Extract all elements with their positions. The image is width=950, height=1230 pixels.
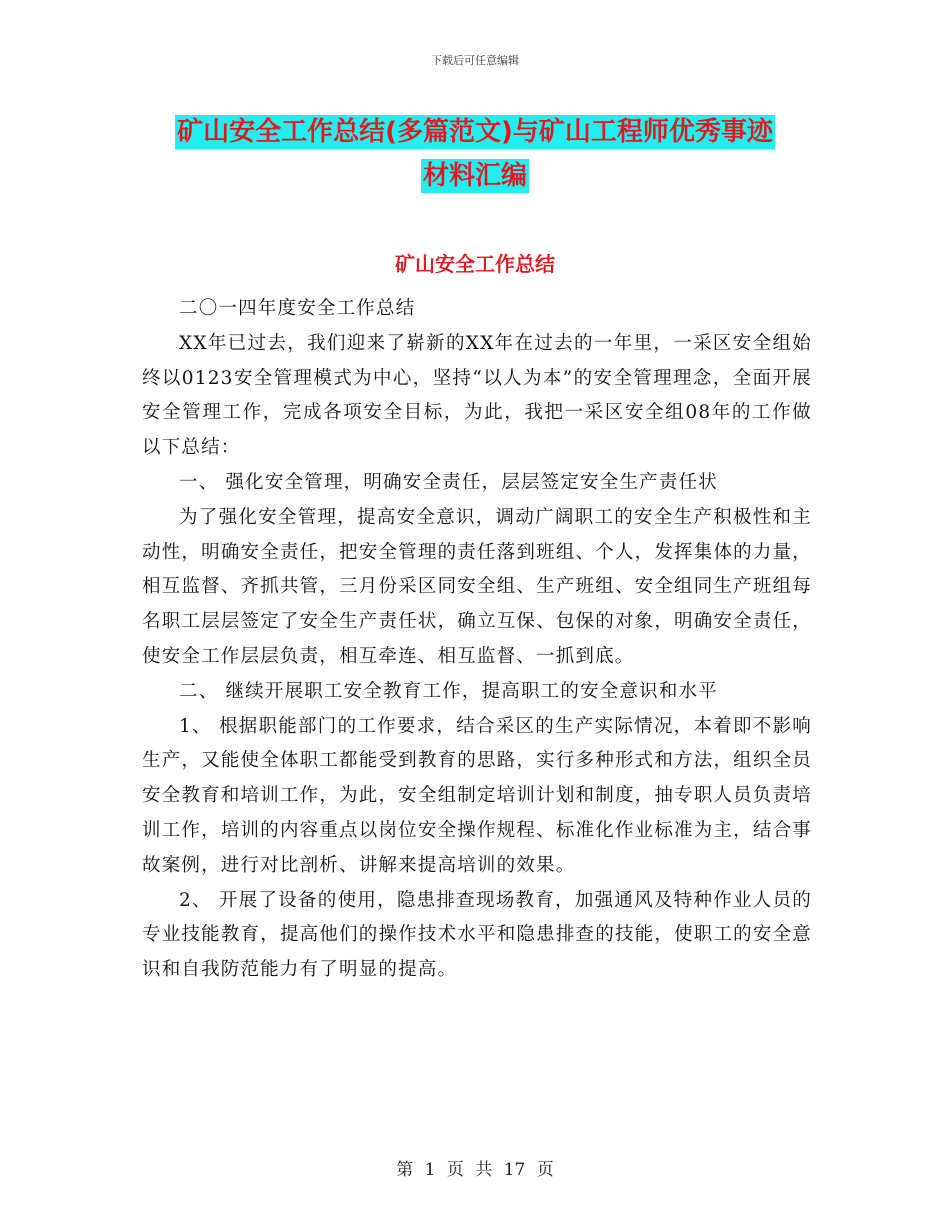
document-body bbox=[142, 292, 812, 988]
paragraph: 二〇一四年度安全工作总结 bbox=[179, 298, 416, 319]
paragraph: XX年已过去，我们迎来了崭新的XX年在过去的一年里，一采区安全组始终以0123安全管理模式为中心，坚持“以人为本”的安全管理理念，全面开展安全管理工作，完成各项安全目标，为此，我把一采区安全组08年的工作做以下总结： bbox=[142, 332, 812, 459]
paragraph: 二、 继续开展职工安全教育工作，提高职工的安全意识和水平 bbox=[179, 680, 718, 702]
header-note: 下载后可任意编辑 bbox=[431, 54, 519, 67]
paragraph: 为了强化安全管理，提高安全意识，调动广阔职工的安全生产积极性和主动性，明确安全责任，把安全管理的责任落到班组、个人，发挥集体的力量，相互监督、齐抓共管，三月份采区同安全组、生产班组、安全组同生产班组每名职工层层签定了安全生产责任状，确立互保、包保的对象，明确安全责任，使安全工作层层负责，相互牵连、相互监督、一抓到底。 bbox=[142, 506, 812, 667]
paragraph: 1、 根据职能部门的工作要求，结合采区的生产实际情况，本着即不影响生产，又能使全体职工都能受到教育的思路，实行多种形式和方法，组织全员安全教育和培训工作，为此，安全组制定培训计划和制度，抽专职人员负责培训工作，培训的内容重点以岗位安全操作规程、标准化作业标准为主，结合事故案例，进行对比剖析、讲解来提高培训的效果。 bbox=[142, 715, 812, 876]
section-title: 矿山安全工作总结 bbox=[395, 252, 555, 276]
document-title-line-1: 矿山安全工作总结(多篇范文)与矿山工程师优秀事迹 bbox=[177, 117, 773, 147]
document-title-line-2: 材料汇编 bbox=[422, 161, 527, 191]
paragraph: 一、 强化安全管理，明确安全责任，层层签定安全生产责任状 bbox=[179, 471, 718, 493]
page-footer: 第 1 页 共 17 页 bbox=[396, 1160, 554, 1180]
paragraph: 2、 开展了设备的使用，隐患排查现场教育，加强通风及特种作业人员的专业技能教育，提高他们的操作技术水平和隐患排查的技能，使职工的安全意识和自我防范能力有了明显的提高。 bbox=[142, 889, 812, 981]
document-title bbox=[0, 110, 950, 198]
